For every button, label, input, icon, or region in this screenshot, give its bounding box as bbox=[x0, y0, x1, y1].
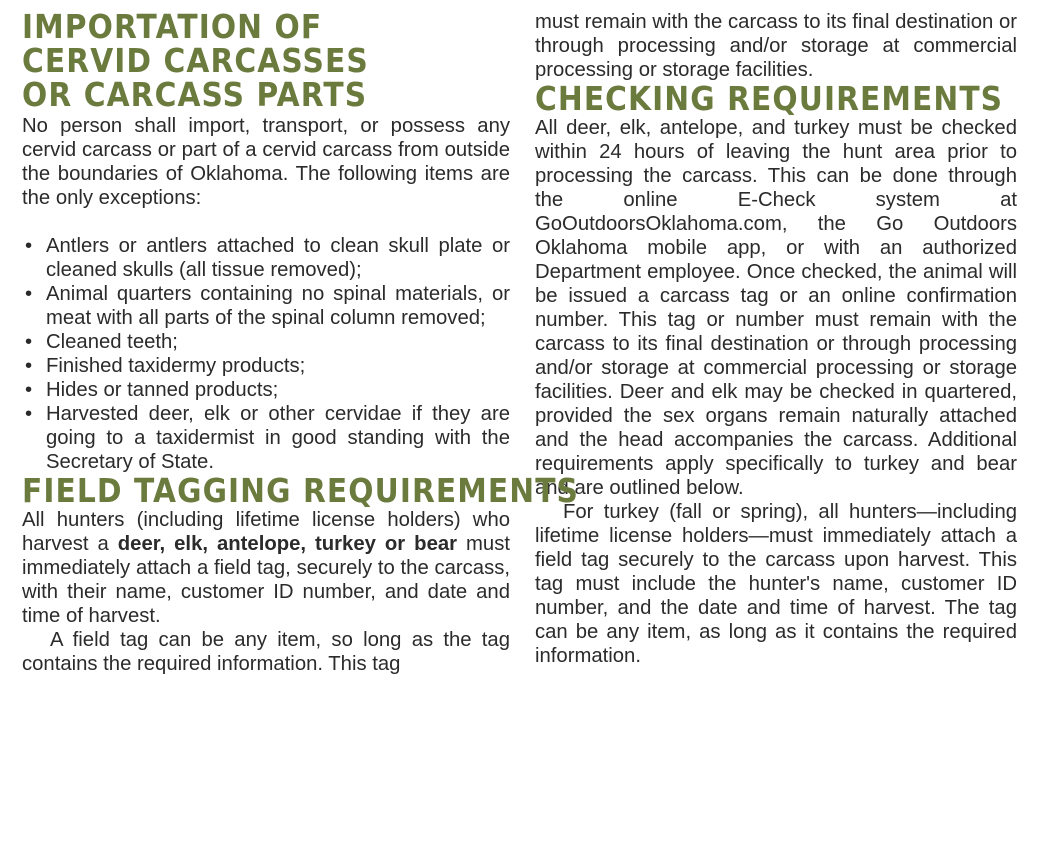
list-item bbox=[22, 378, 510, 402]
list-item-text: Cleaned teeth; bbox=[46, 331, 178, 353]
continued-paragraph: must remain with the carcass to its final destination or through processing and/or storage at commercial processing or storage facilities. bbox=[535, 11, 1017, 81]
bullet-icon: • bbox=[25, 379, 33, 401]
text-span: must immediately attach a field tag, securely to the carcass, with their name, customer ID number, and date and time of harvest. bbox=[22, 533, 510, 627]
checking-paragraph: All deer, elk, antelope, and turkey must be checked within 24 hours of leaving the hunt area prior to processing the carcass. This can be done through the online E-Check system at GoOutdoorsOklahoma.com, the Go Outdoors Oklahoma mobile app, or with an authorized Department employee. Once checked, the animal will be issued a carcass tag or an online confirmation number. This tag or number must remain with the carcass to its final destination or through processing and/or storage at commercial processing or storage facilities. Deer and elk may be checked in quartered, provided the sex organs remain naturally attached and the head accompanies the carcass. Additional requirements apply specifically to turkey and bear and are outlined below. bbox=[535, 117, 1017, 499]
left-column bbox=[22, 7, 580, 848]
list-item-text: Hides or tanned products; bbox=[46, 379, 279, 401]
turkey-paragraph: For turkey (fall or spring), all hunters—including lifetime license holders—must immediately attach a field tag securely to the carcass upon harvest. This tag must include the hunter's name, customer ID number, and the date and time of harvest. The tag can be any item, as long as it contains the required information. bbox=[535, 501, 1017, 667]
bullet-icon: • bbox=[25, 403, 33, 425]
text-span: All hunters (including lifetime license holders) who harvest a bbox=[22, 509, 510, 555]
field-tagging-paragraph bbox=[22, 508, 510, 628]
field-tag-paragraph: A field tag can be any item, so long as the tag contains the required information. This tag bbox=[22, 629, 510, 675]
list-item bbox=[22, 330, 510, 354]
heading-line: IMPORTATION OF bbox=[22, 7, 323, 46]
checking-heading: CHECKING REQUIREMENTS bbox=[535, 79, 1004, 118]
list-item bbox=[22, 234, 510, 282]
bullet-icon: • bbox=[25, 235, 33, 257]
list-item-text: Harvested deer, elk or other cervidae if they are going to a taxidermist in good standing with the Secretary of State. bbox=[46, 403, 510, 473]
list-item-text: Finished taxidermy products; bbox=[46, 355, 306, 377]
importation-intro: No person shall import, transport, or possess any cervid carcass or part of a cervid carcass from outside the boundaries of Oklahoma. The following items are the only exceptions: bbox=[22, 115, 510, 209]
list-item-text: Antlers or antlers attached to clean skull plate or cleaned skulls (all tissue removed); bbox=[46, 235, 510, 281]
exceptions-list bbox=[22, 234, 510, 474]
species-emphasis: deer, elk, antelope, turkey or bear bbox=[117, 533, 458, 555]
bullet-icon: • bbox=[25, 283, 33, 305]
bullet-icon: • bbox=[25, 331, 33, 353]
bullet-icon: • bbox=[25, 355, 33, 377]
list-item-text: Animal quarters containing no spinal materials, or meat with all parts of the spinal column removed; bbox=[46, 283, 510, 329]
list-item bbox=[22, 402, 510, 474]
heading-line: OR CARCASS PARTS bbox=[22, 75, 368, 114]
list-item bbox=[22, 282, 510, 330]
list-item bbox=[22, 354, 510, 378]
heading-line: CERVID CARCASSES bbox=[22, 41, 369, 80]
right-column bbox=[535, 10, 1017, 848]
field-tagging-heading: FIELD TAGGING REQUIREMENTS bbox=[22, 471, 580, 510]
importation-heading bbox=[22, 7, 510, 114]
